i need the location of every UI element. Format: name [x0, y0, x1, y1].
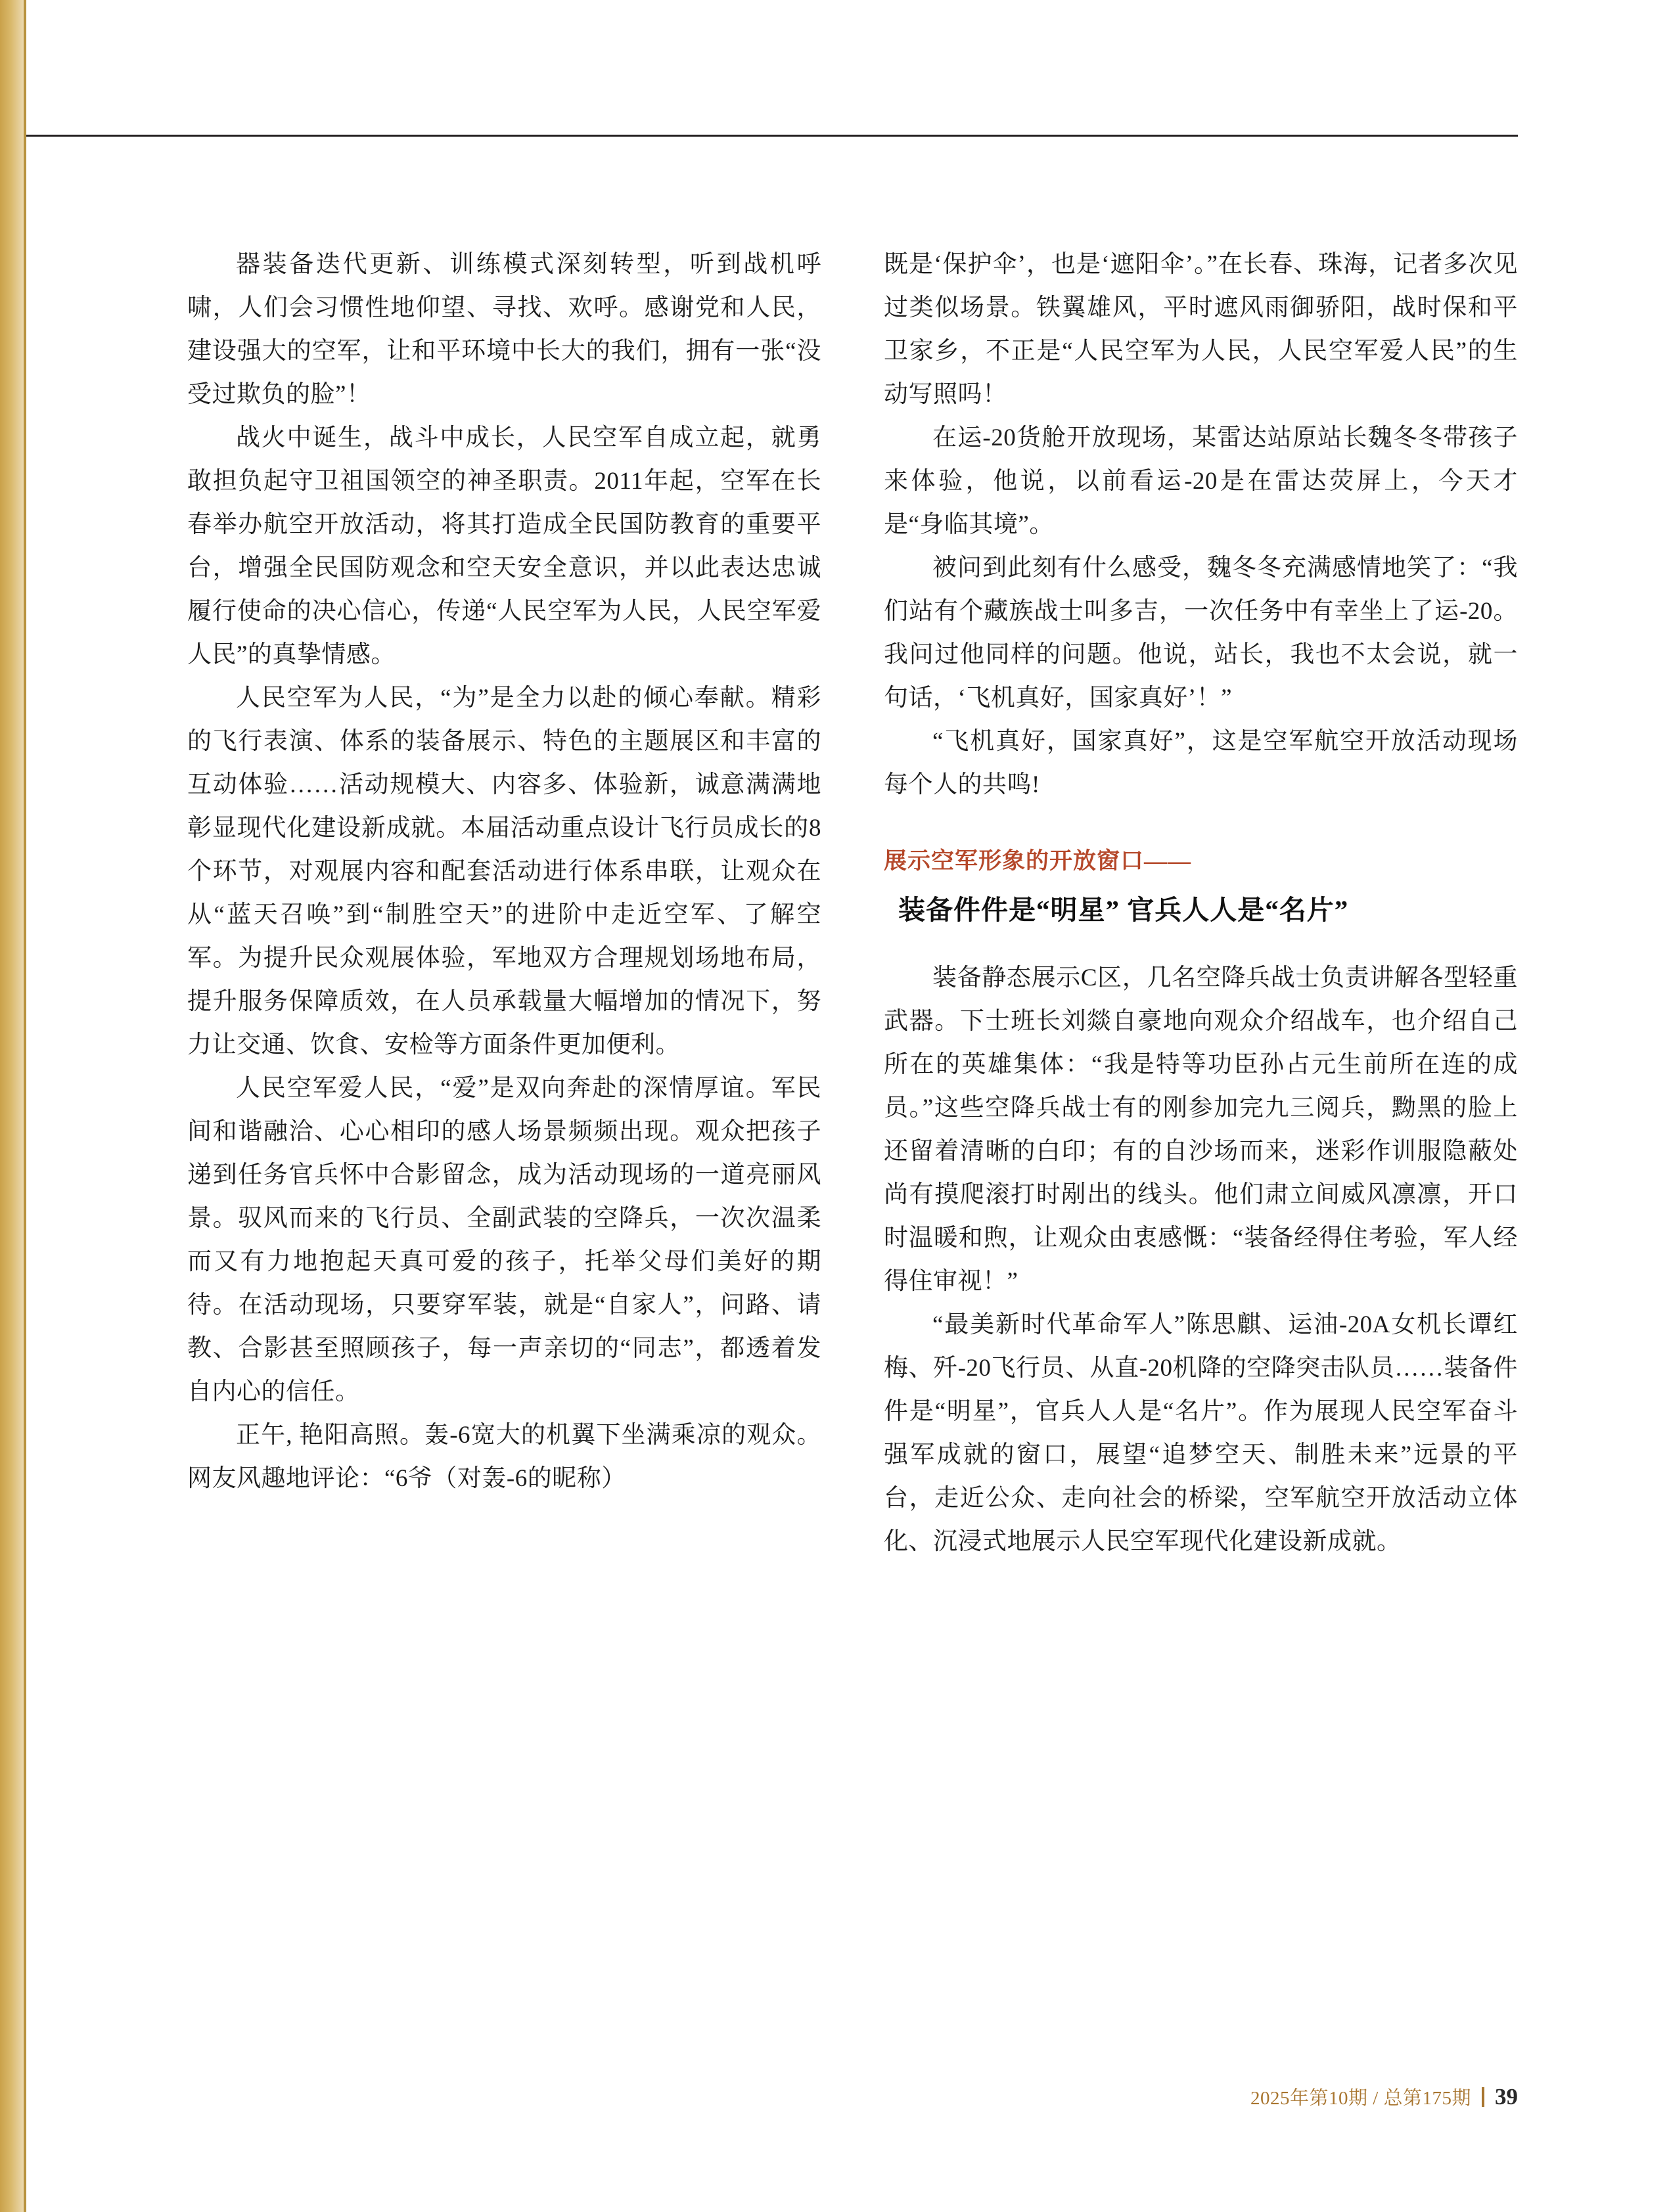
paragraph-continued: 既是‘保护伞’，也是‘遮阳伞’。”在长春、珠海，记者多次见过类似场景。铁翼雄风，平时遮风雨御骄阳，战时保和平卫家乡，不正是“人民空军为人民，人民空军爱人民”的生动写照吗！: [884, 251, 1518, 408]
right-text-column: [884, 243, 1518, 1564]
paragraph: 人民空军爱人民，“爱”是双向奔赴的深情厚谊。军民间和谐融洽、心心相印的感人场景频频出现。观众把孩子递到任务官兵怀中合影留念，成为活动现场的一道亮丽风景。驭风而来的飞行员、全副武装的空降兵，一次次温柔而又有力地抱起天真可爱的孩子，托举父母们美好的期待。在活动现场，只要穿军装，就是“自家人”，问路、请教、合影甚至照顾孩子，每一声亲切的“同志”，都透着发自内心的信任。: [187, 1075, 821, 1405]
paragraph: 人民空军为人民，“为”是全力以赴的倾心奉献。精彩的飞行表演、体系的装备展示、特色的主题展区和丰富的互动体验……活动规模大、内容多、体验新，诚意满满地彰显现代化建设新成就。本届活动重点设计飞行员成长的8个环节，对观展内容和配套活动进行体系串联，让观众在从“蓝天召唤”到“制胜空天”的进阶中走近空军、了解空军。为提升民众观展体验，军地双方合理规划场地布局，提升服务保障质效，在人员承载量大幅增加的情况下，努力让交通、饮食、安检等方面条件更加便利。: [187, 685, 821, 1058]
paragraph: “最美新时代革命军人”陈思麒、运油-20A女机长谭红梅、歼-20飞行员、从直-20机降的空降突击队员……装备件件是“明星”，官兵人人是“名片”。作为展现人民空军奋斗强军成就的窗口，展望“追梦空天、制胜未来”远景的平台，走近公众、走向社会的桥梁，空军航空开放活动立体化、沉浸式地展示人民空军现代化建设新成就。: [884, 1311, 1518, 1555]
paragraph: 装备静态展示C区，几名空降兵战士负责讲解各型轻重武器。下士班长刘燚自豪地向观众介绍战车，也介绍自己所在的英雄集体：“我是特等功臣孙占元生前所在连的成员。”这些空降兵战士有的刚参加完九三阅兵，黝黑的脸上还留着清晰的白印；有的自沙场而来，迷彩作训服隐蔽处尚有摸爬滚打时剐出的线头。他们肃立间威风凛凛，开口时温暖和煦，让观众由衷感慨：“装备经得住考验，军人经得住审视！”: [884, 964, 1518, 1295]
paragraph: 在运-20货舱开放现场，某雷达站原站长魏冬冬带孩子来体验，他说，以前看运-20是在雷达荧屏上，今天才是“身临其境”。: [884, 424, 1518, 538]
footer-divider: [1482, 2087, 1484, 2107]
paragraph: 战火中诞生，战斗中成长，人民空军自成立起，就勇敢担负起守卫祖国领空的神圣职责。2011年起，空军在长春举办航空开放活动，将其打造成全民国防教育的重要平台，增强全民国防观念和空天安全意识，并以此表达忠诚履行使命的决心信心，传递“人民空军为人民，人民空军爱人民”的真挚情感。: [187, 424, 821, 668]
paragraph: 正午, 艳阳高照。轰-6宽大的机翼下坐满乘凉的观众。网友风趣地评论：“6爷（对轰-6的昵称）: [187, 1422, 821, 1492]
section-title: 装备件件是“明星” 官兵人人是“名片”: [898, 895, 1349, 925]
page-footer: [1250, 2083, 1518, 2110]
section-heading: [884, 842, 1518, 930]
page-number: 39: [1495, 2083, 1518, 2110]
section-spacer: [884, 930, 1518, 957]
issue-info: 2025年第10期 / 总第175期: [1250, 2088, 1471, 2109]
paragraph: 器装备迭代更新、训练模式深刻转型，听到战机呼啸，人们会习惯性地仰望、寻找、欢呼。感谢党和人民，建设强大的空军，让和平环境中长大的我们，拥有一张“没受过欺负的脸”！: [187, 251, 821, 408]
paragraph: “飞机真好，国家真好”，这是空军航空开放活动现场每个人的共鸣!: [884, 728, 1518, 798]
section-kicker: 展示空军形象的开放窗口——: [884, 848, 1192, 874]
left-text-column: [187, 243, 821, 1501]
paragraph: 被问到此刻有什么感受，魏冬冬充满感情地笑了：“我们站有个藏族战士叫多吉，一次任务中有幸坐上了运-20。我问过他同样的问题。他说，站长，我也不太会说，就一句话，‘飞机真好，国家真好’！”: [884, 554, 1518, 711]
